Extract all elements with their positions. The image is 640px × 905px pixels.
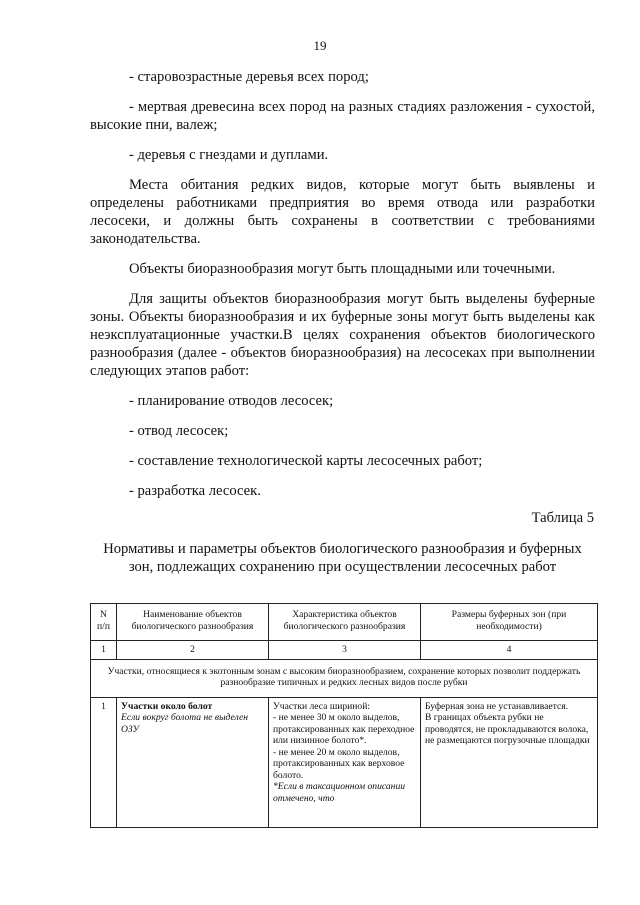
- row-name-cell: [117, 697, 269, 827]
- row-name-note: Если вокруг болота не выделен ОЗУ: [121, 712, 248, 735]
- norms-table: [90, 603, 598, 828]
- index-cell: 2: [117, 641, 269, 660]
- index-cell: 3: [269, 641, 421, 660]
- paragraph-buffer-zones: Для защиты объектов биоразнообразия могут быть выделены буферные зоны. Объекты биоразнообразия и их буферные зоны могут быть выделены как неэксплуатационные участки.В целях сохранения объектов биологического разнообразия (далее - объектов биоразнообразия) на лесосеках при выполнении следующих этапов работ:: [90, 291, 595, 379]
- char-line-3: - не менее 20 м около выделов, протаксированных как верховое болото.: [273, 746, 405, 781]
- body-text: [90, 68, 595, 500]
- table-row: [91, 697, 598, 827]
- row-num: 1: [91, 697, 117, 827]
- header-name: Наименование объектов биологического разнообразия: [117, 604, 269, 641]
- header-buffer: Размеры буферных зон (при необходимости): [421, 604, 598, 641]
- header-characteristic: Характеристика объектов биологического разнообразия: [269, 604, 421, 641]
- bullet-old-trees: - старовозрастные деревья всех пород;: [129, 69, 369, 85]
- table-section-row: [91, 659, 598, 697]
- table-label: Таблица 5: [531, 510, 594, 526]
- char-line-2: - не менее 30 м около выделов, протаксированных как переходное или низинное болото*.: [273, 712, 415, 746]
- row-characteristic-cell: [269, 697, 421, 827]
- char-line-1: Участки леса шириной:: [273, 700, 371, 712]
- section-title: Участки, относящиеся к экотонным зонам с высоким биоразнообразием, сохранение которых позволит поддержать разнообразие типичных и редких лесных видов после рубки: [91, 659, 598, 697]
- row-buffer-cell: [421, 697, 598, 827]
- index-cell: 4: [421, 641, 598, 660]
- row-name-title: Участки около болот: [121, 700, 213, 712]
- table-header-row: [91, 604, 598, 641]
- paragraph-habitats: Места обитания редких видов, которые могут быть выявлены и определены работниками предприятия во время отвода или разработки лесосеки, и должны быть сохранены в соответствии с требованиями законодательства.: [90, 177, 595, 247]
- table-caption: Нормативы и параметры объектов биологического разнообразия и буферных зон, подлежащих сохранению при осуществлении лесосечных работ: [103, 541, 582, 575]
- char-footnote: *Если в таксационном описании отмечено, что: [273, 781, 406, 804]
- stage-techmap: - составление технологической карты лесосечных работ;: [129, 453, 483, 469]
- header-num: N п/п: [91, 604, 117, 641]
- stage-development: - разработка лесосек.: [129, 483, 261, 499]
- paragraph-objects-type: Объекты биоразнообразия могут быть площадными или точечными.: [129, 261, 556, 277]
- table-index-row: [91, 641, 598, 660]
- buffer-line-1: Буферная зона не устанавливается.: [425, 700, 569, 712]
- bullet-nests: - деревья с гнездами и дуплами.: [129, 147, 329, 163]
- index-cell: 1: [91, 641, 117, 660]
- bullet-dead-wood: - мертвая древесина всех пород на разных стадиях разложения - сухостой, высокие пни, валеж;: [90, 99, 595, 133]
- stage-allotment: - отвод лесосек;: [129, 423, 229, 439]
- page-number: 19: [313, 38, 327, 53]
- stage-planning: - планирование отводов лесосек;: [129, 393, 334, 409]
- buffer-line-2: В границах объекта рубки не проводятся, не прокладываются волока, не размещаются погрузочные площадки: [425, 712, 590, 746]
